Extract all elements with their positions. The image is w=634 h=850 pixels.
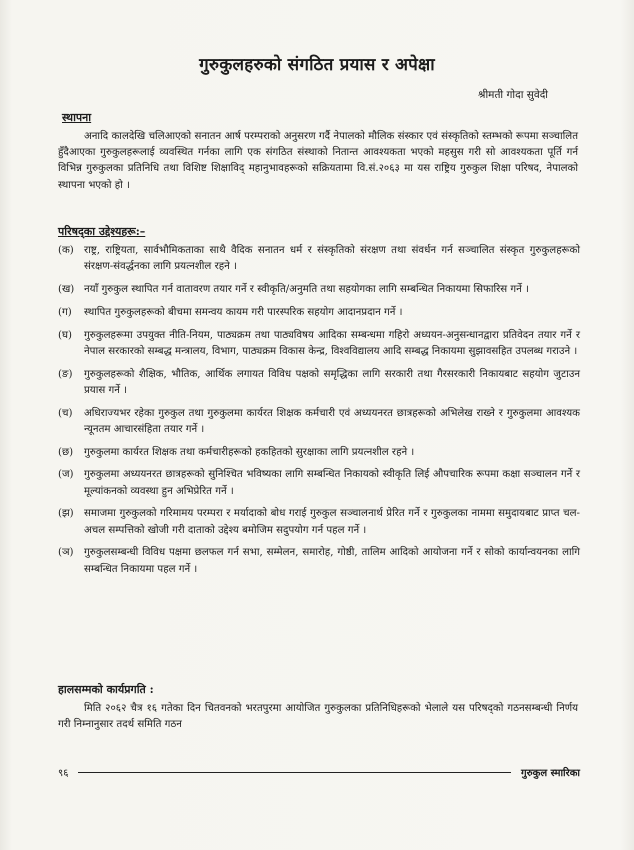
footer-rule	[78, 772, 511, 773]
article-title: गुरुकुलहरुको संगठित प्रयास र अपेक्षा	[199, 55, 435, 75]
objectives-list	[58, 243, 580, 584]
objective-marker: (ङ)	[58, 368, 73, 380]
objective-item	[58, 467, 580, 499]
objective-item	[58, 445, 580, 461]
author-name: श्रीमती गोदा सुवेदी	[478, 89, 548, 101]
publication-name: गुरुकुल स्मारिका	[521, 768, 580, 779]
section-heading-progress: हालसम्मको कार्यप्रगति :	[58, 683, 154, 696]
objective-item	[58, 282, 580, 298]
objective-item	[58, 545, 580, 577]
page-number: ९६	[58, 768, 69, 779]
objective-marker: (क)	[58, 245, 74, 256]
objective-text: गुरुकुलहरूको शैक्षिक, भौतिक, आर्थिक लगायत विविध पक्षको समृद्धिका लागि सरकारी तथा गैरसरकारी निकायबाट सहयोग जुटाउन प्रयास गर्ने ।	[84, 368, 580, 396]
objective-marker: (छ)	[58, 446, 74, 458]
objective-marker: (झ)	[58, 508, 74, 520]
objective-text: अधिराज्यभर रहेका गुरुकुल तथा गुरुकुलमा कार्यरत शिक्षक कर्मचारी एवं अध्ययनरत छात्रहरूको अभिलेख राख्ने र गुरुकुलमा आवश्यक न्यूनतम आचारसंहिता तयार गर्ने ।	[84, 407, 580, 435]
objective-marker: (घ)	[58, 329, 72, 341]
objective-text: गुरुकुलमा अध्ययनरत छात्रहरूको सुनिश्चित भविष्यका लागि सम्बन्धित निकायको स्वीकृति लिई औपचारिक रूपमा कक्षा सञ्चालन गर्ने र मूल्यांकनको व्यवस्था हुन अभिप्रेरित गर्ने ।	[84, 469, 580, 497]
objective-marker: (ख)	[58, 284, 75, 295]
objective-text: राष्ट्र, राष्ट्रियता, सार्वभौमिकताका साथै वैदिक सनातन धर्म र संस्कृतिको संरक्षण तथा संवर्धन गर्न सञ्चालित संस्कृत गुरुकुलहरूको संरक्षण-संवर्द्धनका लागि प्रयत्नशील रहने ।	[84, 245, 580, 273]
objective-marker: (ञ)	[58, 547, 74, 559]
objective-item	[58, 506, 580, 538]
objective-item	[58, 367, 580, 399]
progress-paragraph: मिति २०६२ चैत्र १६ गतेका दिन चितवनको भरतपुरमा आयोजित गुरुकुलका प्रतिनिधिहरूको भेलाले यस परिषद्को गठनसम्बन्धी निर्णय गरी निम्नानुसार तदर्थ समिति गठन	[58, 703, 578, 731]
objective-text: नयाँ गुरुकुल स्थापित गर्न वातावरण तयार गर्ने र स्वीकृति/अनुमति तथा सहयोगका लागि सम्बन्धित निकायमा सिफारिस गर्ने ।	[84, 284, 529, 295]
objective-text: गुरुकुलसम्बन्धी विविध पक्षमा छलफल गर्न सभा, सम्मेलन, समारोह, गोष्ठी, तालिम आदिको आयोजना गर्ने र सोको कार्यान्वयनका लागि सम्बन्धित निकायमा पहल गर्ने ।	[84, 547, 580, 575]
objective-text: स्थापित गुरुकुलहरूको बीचमा समन्वय कायम गरी पारस्परिक सहयोग आदानप्रदान गर्ने ।	[84, 306, 403, 318]
objective-item	[58, 305, 580, 321]
objective-text: गुरुकुलमा कार्यरत शिक्षक तथा कर्मचारीहरूको हकहितको सुरक्षाका लागि प्रयत्नशील रहने ।	[84, 446, 415, 458]
objective-marker: (ज)	[58, 469, 74, 481]
establishment-paragraph: अनादि कालदेखि चलिआएको सनातन आर्ष परम्पराको अनुसरण गर्दै नेपालको मौलिक संस्कार एवं संस्कृतिको स्तम्भको रूपमा सञ्चालित हुँदैआएका गुरुकुलहरूलाई व्यवस्थित गर्नका लागि एक संगठित संस्थाको नितान्त आवश्यकता भएको महसुस गरी सो आवश्यकता पूर्ति गर्न विभिन्न गुरुकुलका प्रतिनिधि तथा विशिष्ट शिक्षाविद् महानुभावहरूको सक्रियतामा वि.सं.२०६३ मा यस राष्ट्रिय गुरुकुल शिक्षा परिषद, नेपालको स्थापना भएको हो ।	[58, 131, 578, 191]
objective-text: समाजमा गुरुकुलको गरिमामय परम्परा र मर्यादाको बोध गराई गुरुकुल सञ्चालनार्थ प्रेरित गर्ने र गुरुकुलका नाममा समुदायबाट प्राप्त चल-अचल सम्पत्तिको खोजी गरी दाताको उद्देश्य बमोजिम सदुपयोग गर्न पहल गर्ने ।	[84, 508, 580, 536]
objective-marker: (ग)	[58, 306, 72, 318]
objective-marker: (च)	[58, 407, 73, 419]
page-footer	[58, 764, 580, 780]
section-heading-establishment: स्थापना	[62, 111, 92, 124]
objective-item	[58, 243, 580, 275]
objective-text: गुरुकुलहरूमा उपयुक्त नीति-नियम, पाठ्यक्रम तथा पाठ्यविषय आदिका सम्बन्धमा गहिरो अध्ययन-अनुसन्धानद्वारा प्रतिवेदन तयार गर्ने र नेपाल सरकारको सम्बद्ध मन्त्रालय, विभाग, पाठ्यक्रम विकास केन्द्र, विश्वविद्यालय आदि सम्बद्ध निकायमा सुझावसहित उपलब्ध गराउने ।	[84, 329, 580, 357]
objective-item	[58, 406, 580, 438]
section-heading-objectives: परिषद्का उद्देश्यहरू:–	[58, 225, 146, 238]
objective-item	[58, 328, 580, 360]
